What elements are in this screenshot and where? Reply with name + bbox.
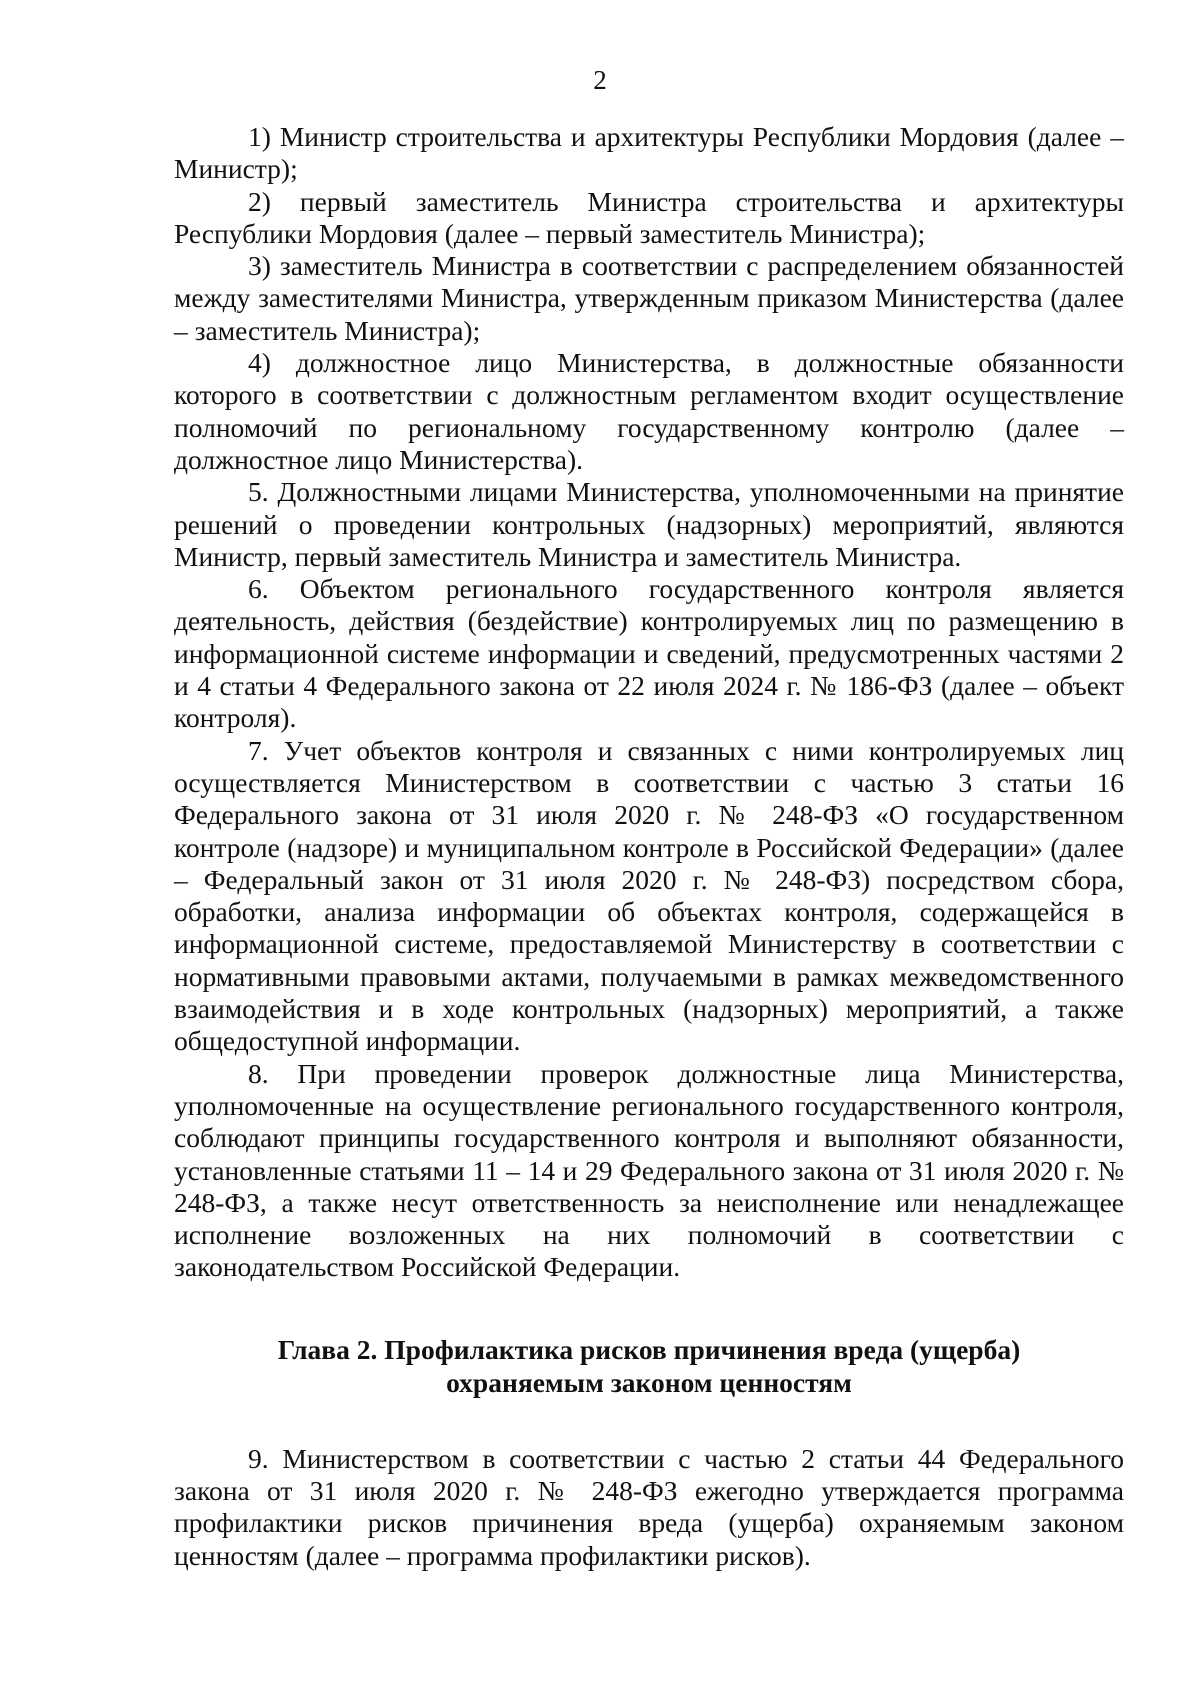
paragraph-item-1: 1) Министр строительства и архитектуры Республики Мордовия (далее – Министр); [174,121,1124,185]
paragraph-8: 8. При проведении проверок должностные лица Министерства, уполномоченные на осуществление регионального государственного контроля, соблюдают принципы государственного контроля и выполняют обязанности, установленные статьями 11 – 14 и 29 Федерального закона от 31 июля 2020 г. № 248-ФЗ, а также несут ответственность за неисполнение или ненадлежащее исполнение возложенных на них полномочий в соответствии с законодательством Российской Федерации. [174,1057,1124,1283]
paragraph-7: 7. Учет объектов контроля и связанных с ними контролируемых лиц осуществляется Министерством в соответствии с частью 3 статьи 16 Федерального закона от 31 июля 2020 г. № 248-ФЗ «О государственном контроле (надзоре) и муниципальном контроле в Российской Федерации» (далее – Федеральный закон от 31 июля 2020 г. № 248-ФЗ) посредством сбора, обработки, анализа информации об объектах контроля, содержащейся в информационной системе, предоставляемой Министерству в соответствии с нормативными правовыми актами, получаемыми в рамках межведомственного взаимодействия и в ходе контрольных (надзорных) мероприятий, а также общедоступной информации. [174,734,1124,1057]
chapter-heading-line-2: охраняемым законом ценностям [446,1366,852,1398]
document-body [174,121,1124,1572]
paragraph-item-4: 4) должностное лицо Министерства, в должностные обязанности которого в соответствии с должностным регламентом входит осуществление полномочий по региональному государственному контролю (далее – должностное лицо Министерства). [174,347,1124,475]
paragraph-6: 6. Объектом регионального государственного контроля является деятельность, действия (бездействие) контролируемых лиц по размещению в информационной системе информации и сведений, предусмотренных частями 2 и 4 статьи 4 Федерального закона от 22 июля 2024 г. № 186-ФЗ (далее – объект контроля). [174,573,1124,734]
chapter-heading-line-1: Глава 2. Профилактика рисков причинения вреда (ущерба) [277,1333,1021,1365]
paragraph-item-3: 3) заместитель Министра в соответствии с распределением обязанностей между заместителями Министра, утвержденным приказом Министерства (далее – заместитель Министра); [174,250,1124,346]
chapter-heading [174,1333,1124,1399]
paragraph-5: 5. Должностными лицами Министерства, уполномоченными на принятие решений о проведении контрольных (надзорных) мероприятий, являются Министр, первый заместитель Министра и заместитель Министра. [174,476,1124,572]
page-number: 2 [593,65,607,95]
paragraph-item-2: 2) первый заместитель Министра строительства и архитектуры Республики Мордовия (далее – первый заместитель Министра); [174,185,1124,249]
paragraph-9: 9. Министерством в соответствии с частью 2 статьи 44 Федерального закона от 31 июля 2020 г. № 248-ФЗ ежегодно утверждается программа профилактики рисков причинения вреда (ущерба) охраняемым законом ценностям (далее – программа профилактики рисков). [174,1442,1124,1571]
